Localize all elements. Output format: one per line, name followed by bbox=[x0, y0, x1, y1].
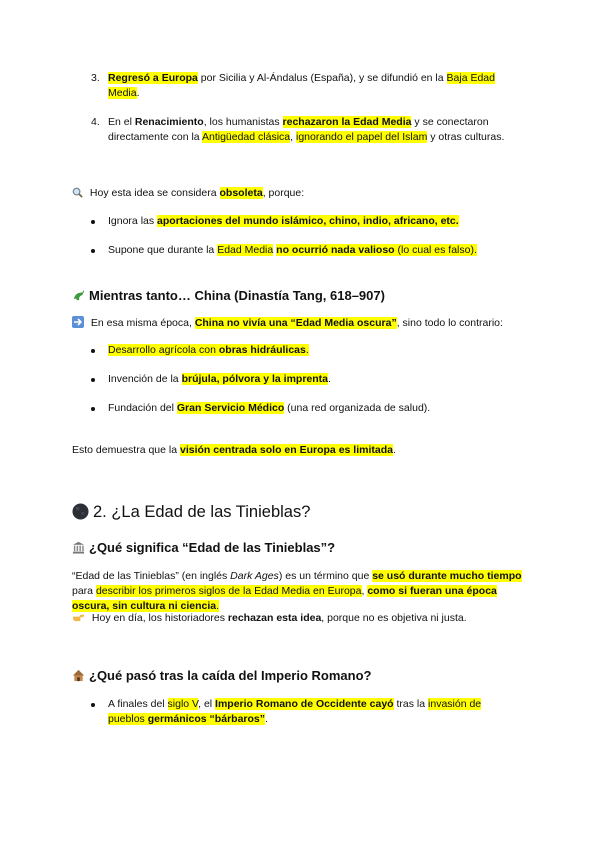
bullet-icon bbox=[91, 349, 95, 353]
china-intro bbox=[72, 316, 528, 331]
text-run: rechazan esta idea bbox=[227, 612, 322, 624]
text-run: por Sicilia y Al-Ándalus (España), y se difundió en la bbox=[197, 72, 447, 84]
text-run: aportaciones del mundo islámico, chino, indio, africano, etc. bbox=[157, 215, 459, 227]
list-item bbox=[108, 243, 520, 258]
china-heading: Mientras tanto… China (Dinastía Tang, 618–907) bbox=[72, 287, 528, 305]
text-run: , porque no es objetiva ni justa. bbox=[321, 612, 467, 624]
text-run: , porque: bbox=[262, 187, 305, 199]
classical-building-icon bbox=[72, 541, 85, 554]
text-run: como si fueran una época oscura, sin cultura ni ciencia bbox=[72, 585, 497, 612]
text-run: . bbox=[392, 444, 396, 456]
text-run: . bbox=[136, 87, 140, 99]
dragon-icon bbox=[72, 289, 85, 302]
text-run: . bbox=[305, 344, 309, 356]
text-run: Edad Media bbox=[217, 244, 274, 256]
text-run: visión centrada solo en Europa es limitada bbox=[179, 444, 393, 456]
text-run: ) es un término que bbox=[278, 570, 373, 582]
conclusion-paragraph bbox=[72, 443, 528, 458]
obsolete-paragraph bbox=[72, 186, 528, 201]
list-number: 3. bbox=[91, 72, 100, 84]
text-run: Supone que durante la bbox=[108, 244, 218, 256]
text-run: siglo V bbox=[167, 698, 199, 710]
meaning-paragraph bbox=[72, 569, 528, 614]
text-run: no ocurrió nada valioso bbox=[276, 244, 395, 256]
bullet-icon bbox=[91, 249, 95, 253]
text-run: China no vivía una “Edad Media oscura” bbox=[194, 317, 397, 329]
text-run: se usó durante mucho tiempo bbox=[372, 570, 522, 582]
text-run: rechazaron la Edad Media bbox=[282, 116, 412, 128]
text-run: Desarrollo agrícola con bbox=[108, 344, 219, 356]
list-item-text bbox=[108, 116, 504, 143]
text-run: ignorando el papel del Islam bbox=[295, 131, 428, 143]
list-item bbox=[108, 697, 520, 727]
historians-note bbox=[72, 611, 528, 626]
list-item-4 bbox=[91, 115, 520, 145]
text-run: Antigüedad clásica bbox=[201, 131, 291, 143]
text-run: Dark Ages bbox=[230, 570, 279, 582]
text-run: Esto demuestra que la bbox=[72, 444, 180, 456]
bullet-icon bbox=[91, 407, 95, 411]
text-run: Hoy en día, los historiadores bbox=[89, 612, 228, 624]
text-run: obras hidráulicas bbox=[218, 344, 306, 356]
text-run: , los humanistas bbox=[203, 116, 283, 128]
text-run: y otras culturas. bbox=[427, 131, 505, 143]
subheading-rome: ¿Qué pasó tras la caída del Imperio Romano? bbox=[72, 667, 528, 685]
subheading-meaning: ¿Qué significa “Edad de las Tinieblas”? bbox=[72, 539, 528, 557]
text-run: invasión de pueblos bbox=[108, 698, 482, 725]
text-run: En el bbox=[108, 116, 135, 128]
text-run: , sino todo lo contrario: bbox=[396, 317, 503, 329]
text-run: , el bbox=[198, 698, 216, 710]
text-run: brújula, pólvora y la imprenta bbox=[181, 373, 329, 385]
text-run: obsoleta bbox=[219, 187, 263, 199]
bullet-icon bbox=[91, 220, 95, 224]
text-run: (lo cual es falso). bbox=[394, 244, 477, 256]
list-item-text bbox=[108, 72, 495, 99]
text-run: Ignora las bbox=[108, 215, 158, 227]
bullet-icon bbox=[91, 703, 95, 707]
text-run: A finales del bbox=[108, 698, 168, 710]
text-run: germánicos “bárbaros” bbox=[147, 713, 265, 725]
text-run: Hoy esta idea se considera bbox=[87, 187, 220, 199]
list-item-3 bbox=[91, 71, 520, 101]
bullet-icon bbox=[91, 378, 95, 382]
text-run: Invención de la bbox=[108, 373, 182, 385]
right-arrow-icon bbox=[72, 316, 84, 328]
text-run: Regresó a Europa bbox=[108, 72, 198, 84]
text-run: (una red organizada de salud). bbox=[284, 402, 431, 414]
list-item bbox=[108, 343, 520, 358]
text-run: y se conectaron directamente con la bbox=[108, 116, 489, 143]
section-title: 2. ¿La Edad de las Tinieblas? bbox=[72, 501, 528, 523]
list-item bbox=[108, 214, 520, 229]
dark-circle-icon bbox=[72, 503, 89, 520]
list-number: 4. bbox=[91, 116, 100, 128]
text-run: Gran Servicio Médico bbox=[176, 402, 285, 414]
text-run: , bbox=[361, 585, 368, 597]
text-run: En esa misma época, bbox=[88, 317, 195, 329]
derelict-house-icon bbox=[72, 669, 85, 682]
text-run: “Edad de las Tinieblas” (en inglés bbox=[72, 570, 231, 582]
text-run: . bbox=[216, 600, 220, 612]
text-run: Imperio Romano de Occidente cayó bbox=[215, 698, 394, 710]
text-run: Renacimiento bbox=[134, 116, 204, 128]
text-run: Baja Edad Media bbox=[108, 72, 495, 99]
magnifier-icon bbox=[72, 187, 83, 198]
list-item bbox=[108, 401, 520, 416]
pointing-hand-icon bbox=[72, 612, 85, 623]
text-run: . bbox=[328, 373, 331, 385]
text-run: tras la bbox=[393, 698, 429, 710]
list-item bbox=[108, 372, 520, 387]
text-run: Fundación del bbox=[108, 402, 177, 414]
text-run: . bbox=[265, 713, 268, 725]
text-run: para bbox=[72, 585, 96, 597]
text-run: describir los primeros siglos de la Edad Media en Europa bbox=[95, 585, 362, 597]
text-run: , bbox=[290, 131, 296, 143]
